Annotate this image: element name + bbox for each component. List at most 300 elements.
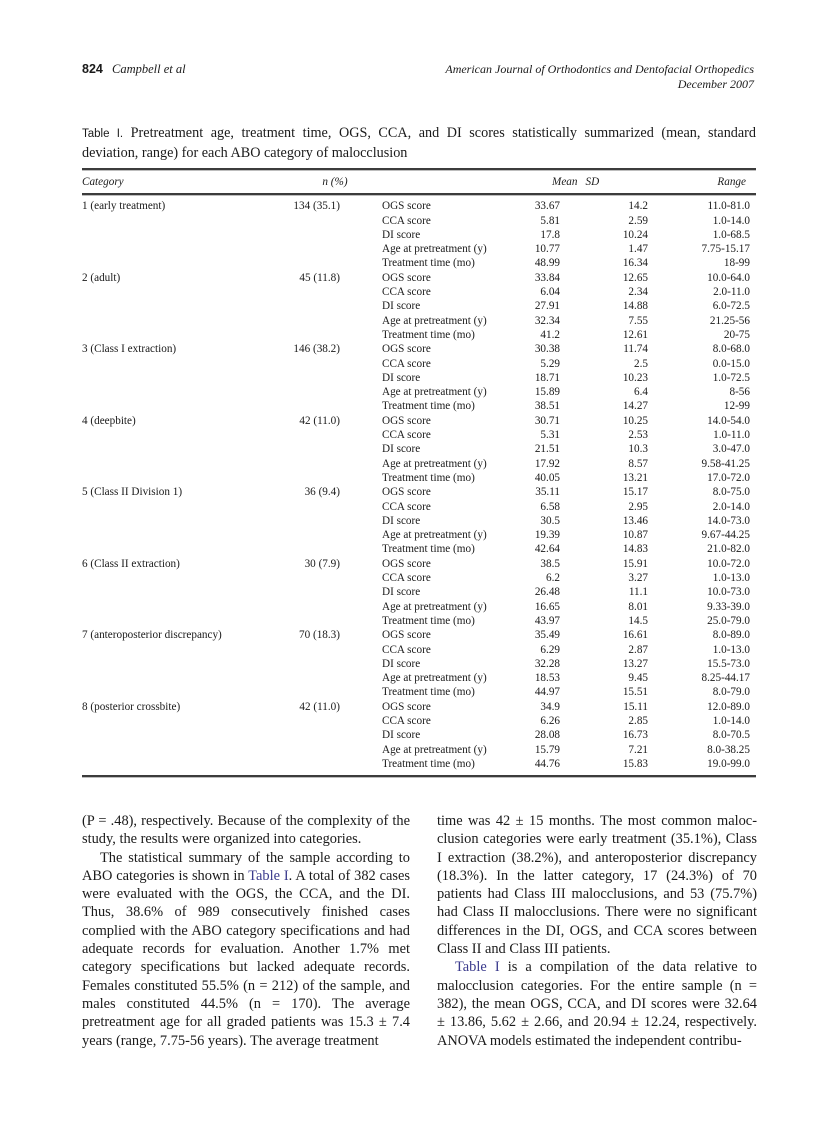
range-cell: 8.0-38.25: [707, 743, 750, 756]
range-cell: 8.0-68.0: [712, 343, 750, 356]
table-row: [82, 342, 756, 356]
mean-cell: 6.58: [540, 500, 560, 513]
mean-cell: 17.92: [534, 457, 560, 470]
variable-cell: OGS score: [382, 557, 431, 570]
mean-cell: 34.9: [540, 700, 560, 713]
range-cell: 1.0-14.0: [712, 214, 750, 227]
table-row: [82, 457, 756, 471]
variable-cell: CCA score: [382, 286, 431, 299]
table-row: [82, 600, 756, 614]
variable-cell: Treatment time (mo): [382, 614, 475, 627]
category-cell: 8 (posterior crossbite): [82, 700, 181, 713]
range-cell: 10.0-72.0: [707, 557, 750, 570]
sd-cell: 8.01: [628, 600, 648, 613]
paragraph: [82, 849, 410, 1050]
n-cell: 134 (35.1): [293, 200, 340, 213]
category-cell: [82, 757, 288, 771]
sd-cell: 2.95: [628, 500, 648, 513]
mean-cell: 26.48: [534, 586, 560, 599]
table-row: [82, 671, 756, 685]
sd-cell: 10.24: [622, 228, 648, 241]
sd-cell: 15.17: [622, 486, 648, 499]
sd-cell: 16.73: [622, 729, 648, 742]
mean-cell: 38.5: [540, 557, 560, 570]
n-cell: [288, 328, 382, 342]
n-cell: [288, 399, 382, 413]
variable-cell: OGS score: [382, 414, 431, 427]
n-cell: [288, 728, 382, 742]
variable-cell: DI score: [382, 371, 421, 384]
category-cell: [82, 614, 288, 628]
variable-cell: DI score: [382, 586, 421, 599]
category-cell: [82, 228, 288, 242]
table-row: [82, 428, 756, 442]
category-cell: 6 (Class II extraction): [82, 557, 180, 570]
variable-cell: DI score: [382, 300, 421, 313]
table-header: [82, 171, 756, 193]
table-row: [82, 743, 756, 757]
mean-cell: 30.38: [534, 343, 560, 356]
mean-cell: 17.8: [540, 228, 560, 241]
sd-cell: 3.27: [628, 572, 648, 585]
range-cell: 1.0-72.5: [712, 371, 750, 384]
variable-cell: DI score: [382, 228, 421, 241]
sd-cell: 11.74: [623, 343, 648, 356]
table-row: [82, 714, 756, 728]
table-header-rule: [82, 193, 756, 196]
sd-cell: 14.2: [628, 200, 648, 213]
sd-cell: 6.4: [634, 386, 648, 399]
mean-cell: 6.04: [540, 286, 560, 299]
variable-cell: Treatment time (mo): [382, 328, 475, 341]
n-cell: [288, 242, 382, 256]
sd-cell: 2.53: [628, 429, 648, 442]
variable-cell: Age at pretreatment (y): [382, 672, 487, 685]
n-cell: [288, 442, 382, 456]
range-cell: 6.0-72.5: [712, 300, 750, 313]
category-cell: [82, 242, 288, 256]
table-row: [82, 314, 756, 328]
variable-cell: OGS score: [382, 343, 431, 356]
category-cell: [82, 314, 288, 328]
category-cell: [82, 357, 288, 371]
sd-cell: 12.65: [622, 271, 648, 284]
variable-cell: Treatment time (mo): [382, 686, 475, 699]
table-row: [82, 500, 756, 514]
sd-cell: 13.27: [622, 657, 648, 670]
mean-cell: 15.79: [534, 743, 560, 756]
variable-cell: Age at pretreatment (y): [382, 529, 487, 542]
category-cell: [82, 214, 288, 228]
n-cell: 30 (7.9): [304, 557, 340, 570]
range-cell: 15.5-73.0: [707, 657, 750, 670]
sd-cell: 2.34: [628, 286, 648, 299]
category-cell: [82, 500, 288, 514]
table-reference-link[interactable]: Table I: [248, 867, 289, 884]
table-row: [82, 528, 756, 542]
mean-cell: 5.81: [540, 214, 560, 227]
category-cell: [82, 299, 288, 313]
paragraph: time was 42 ± 15 months. The most common malocclusion categories were early treatment (35.1%), Class I extraction (38.2%), and anteroposterior discrepancy (18.3%). In the latter category, 17 (24.3%) of 70 patients had Class III malocclusions, and 53 (75.7%) had Class II malocclusions. There were no significant differences in the DI, OGS, and CCA scores between Class II and Class III patients.: [437, 813, 757, 958]
category-cell: [82, 600, 288, 614]
range-cell: 7.75-15.17: [701, 243, 750, 256]
sd-cell: 8.57: [628, 457, 648, 470]
mean-cell: 41.2: [540, 328, 560, 341]
variable-cell: Treatment time (mo): [382, 400, 475, 413]
range-cell: 20-75: [723, 328, 750, 341]
category-cell: 5 (Class II Division 1): [82, 486, 183, 499]
variable-cell: DI score: [382, 443, 421, 456]
paragraph-text: is a compilation of the data relative to malocclusion categories. For the entire sample (n = 382), the mean OGS, CCA, and DI scores were 32.64 ± 13.86, 5.62 ± 2.66, and 20.94 ± 12.24, respectively. ANOVA models estimated the independent contribu-: [437, 959, 757, 1049]
mean-cell: 32.34: [534, 314, 560, 327]
range-cell: 12-99: [723, 400, 750, 413]
category-cell: [82, 714, 288, 728]
mean-cell: 44.76: [534, 757, 560, 770]
table-caption-text: Pretreatment age, treatment time, OGS, CCA, and DI scores statistically summarized (mean, standard deviation, range) for each ABO category of malocclusion: [82, 125, 757, 161]
category-cell: [82, 728, 288, 742]
mean-cell: 32.28: [534, 657, 560, 670]
body-column-left: [82, 812, 410, 1050]
variable-cell: CCA score: [382, 714, 431, 727]
header-category: Category: [82, 176, 124, 188]
table-row: [82, 385, 756, 399]
header-sd: SD: [585, 176, 600, 188]
sd-cell: 11.1: [628, 586, 648, 599]
variable-cell: DI score: [382, 514, 421, 527]
range-cell: 9.33-39.0: [707, 600, 750, 613]
category-cell: [82, 385, 288, 399]
sd-cell: 13.21: [622, 471, 648, 484]
sd-cell: 12.61: [622, 328, 648, 341]
sd-cell: 14.5: [628, 614, 648, 627]
n-cell: [288, 428, 382, 442]
range-cell: 9.58-41.25: [701, 457, 750, 470]
n-cell: [288, 671, 382, 685]
category-cell: 7 (anteroposterior discrepancy): [82, 629, 222, 642]
range-cell: 10.0-73.0: [707, 586, 750, 599]
author-line: Campbell et al: [111, 62, 186, 76]
sd-cell: 10.23: [622, 371, 648, 384]
n-cell: [288, 357, 382, 371]
table-row: [82, 700, 756, 714]
sd-cell: 16.34: [622, 257, 648, 270]
sd-cell: 15.11: [623, 700, 648, 713]
variable-cell: Treatment time (mo): [382, 757, 475, 770]
category-cell: [82, 542, 288, 556]
sd-cell: 2.85: [628, 714, 648, 727]
paragraph: (P = .48), respectively. Because of the complexity of the study, the results were organized into categories.: [82, 813, 410, 848]
mean-cell: 44.97: [534, 686, 560, 699]
range-cell: 8.0-70.5: [712, 729, 750, 742]
mean-cell: 42.64: [534, 543, 560, 556]
n-cell: [288, 457, 382, 471]
table-row: [82, 328, 756, 342]
n-cell: 42 (11.0): [299, 414, 340, 427]
variable-cell: Treatment time (mo): [382, 471, 475, 484]
range-cell: 3.0-47.0: [712, 443, 750, 456]
category-cell: [82, 256, 288, 270]
sd-cell: 13.46: [622, 514, 648, 527]
category-cell: [82, 685, 288, 699]
variable-cell: DI score: [382, 657, 421, 670]
header-mean: Mean: [552, 176, 578, 188]
header-n: n (%): [322, 176, 348, 188]
variable-cell: OGS score: [382, 200, 431, 213]
table-row: [82, 271, 756, 285]
category-cell: [82, 671, 288, 685]
table-row: [82, 571, 756, 585]
variable-cell: Age at pretreatment (y): [382, 743, 487, 756]
range-cell: 8.25-44.17: [701, 672, 750, 685]
category-cell: [82, 457, 288, 471]
category-cell: [82, 743, 288, 757]
category-cell: [82, 428, 288, 442]
sd-cell: 2.5: [634, 357, 648, 370]
category-cell: 4 (deepbite): [82, 414, 136, 427]
category-cell: [82, 442, 288, 456]
mean-cell: 15.89: [534, 386, 560, 399]
variable-cell: CCA score: [382, 500, 431, 513]
mean-cell: 35.11: [535, 486, 560, 499]
variable-cell: CCA score: [382, 357, 431, 370]
table-row: [82, 685, 756, 699]
range-cell: 25.0-79.0: [707, 614, 750, 627]
variable-cell: OGS score: [382, 700, 431, 713]
table-row: [82, 485, 756, 499]
n-cell: 146 (38.2): [293, 343, 340, 356]
table-row: [82, 442, 756, 456]
n-cell: [288, 214, 382, 228]
n-cell: [288, 371, 382, 385]
sd-cell: 15.83: [622, 757, 648, 770]
range-cell: 8.0-79.0: [712, 686, 750, 699]
category-cell: [82, 371, 288, 385]
n-cell: [288, 585, 382, 599]
n-cell: [288, 614, 382, 628]
journal-title: American Journal of Orthodontics and Dentofacial Orthopedics: [445, 62, 754, 76]
running-head-right: [445, 62, 754, 92]
sd-cell: 15.91: [622, 557, 648, 570]
sd-cell: 14.83: [622, 543, 648, 556]
issue-date: December 2007: [677, 77, 754, 91]
n-cell: [288, 514, 382, 528]
n-cell: [288, 314, 382, 328]
range-cell: 1.0-11.0: [713, 429, 750, 442]
n-cell: 36 (9.4): [304, 486, 340, 499]
variable-cell: Age at pretreatment (y): [382, 457, 487, 470]
category-cell: [82, 285, 288, 299]
table-row: [82, 214, 756, 228]
category-cell: 1 (early treatment): [82, 200, 166, 213]
mean-cell: 33.67: [534, 200, 560, 213]
n-cell: [288, 285, 382, 299]
range-cell: 8.0-89.0: [712, 629, 750, 642]
range-cell: 1.0-68.5: [712, 228, 750, 241]
category-cell: 2 (adult): [82, 271, 121, 284]
mean-cell: 18.71: [534, 371, 560, 384]
sd-cell: 2.59: [628, 214, 648, 227]
table-row: [82, 514, 756, 528]
sd-cell: 16.61: [622, 629, 648, 642]
table-row: [82, 643, 756, 657]
n-cell: 45 (11.8): [299, 271, 340, 284]
n-cell: [288, 542, 382, 556]
table-row: [82, 557, 756, 571]
running-head-left: [82, 62, 186, 77]
variable-cell: DI score: [382, 729, 421, 742]
table-row: [82, 285, 756, 299]
sd-cell: 15.51: [622, 686, 648, 699]
range-cell: 21.0-82.0: [707, 543, 750, 556]
table-row: [82, 614, 756, 628]
range-cell: 10.0-64.0: [707, 271, 750, 284]
n-cell: 42 (11.0): [299, 700, 340, 713]
table-row: [82, 628, 756, 642]
table-row: [82, 399, 756, 413]
variable-cell: CCA score: [382, 572, 431, 585]
n-cell: [288, 299, 382, 313]
range-cell: 0.0-15.0: [712, 357, 750, 370]
variable-cell: OGS score: [382, 486, 431, 499]
variable-cell: Age at pretreatment (y): [382, 314, 487, 327]
variable-cell: CCA score: [382, 643, 431, 656]
table-row: [82, 228, 756, 242]
range-cell: 2.0-14.0: [712, 500, 750, 513]
table-row: [82, 371, 756, 385]
n-cell: [288, 571, 382, 585]
n-cell: [288, 643, 382, 657]
mean-cell: 19.39: [534, 529, 560, 542]
category-cell: [82, 657, 288, 671]
range-cell: 1.0-14.0: [712, 714, 750, 727]
range-cell: 17.0-72.0: [707, 471, 750, 484]
variable-cell: Age at pretreatment (y): [382, 600, 487, 613]
range-cell: 8-56: [729, 386, 750, 399]
sd-cell: 2.87: [628, 643, 648, 656]
table-bottom-rule: [82, 775, 756, 778]
table-row: [82, 542, 756, 556]
category-cell: [82, 328, 288, 342]
n-cell: [288, 743, 382, 757]
variable-cell: OGS score: [382, 629, 431, 642]
range-cell: 1.0-13.0: [712, 572, 750, 585]
table-row: [82, 242, 756, 256]
variable-cell: Age at pretreatment (y): [382, 243, 487, 256]
n-cell: [288, 256, 382, 270]
table-body: [82, 199, 756, 771]
sd-cell: 10.87: [622, 529, 648, 542]
paragraph-text: The statistical summary of the sample according to ABO categories is shown in: [82, 849, 410, 884]
sd-cell: 1.47: [628, 243, 648, 256]
n-cell: [288, 471, 382, 485]
variable-cell: OGS score: [382, 271, 431, 284]
mean-cell: 30.71: [534, 414, 560, 427]
paragraph-text: . A total of 382 cases were evaluated with the OGS, the CCA, and the DI. Thus, 38.6% of 989 consecutively finished cases complied with the ABO category specifications and had adequate records for evaluation. Another 1.7% met category specifications but lacked adequate records. Females constituted 55.5% (n = 212) of the sample, and males constituted 44.5% (n = 170). The average pretreatment age for all graded patients was 15.3 ± 7.4 years (range, 7.75-56 years). The average treatment: [82, 867, 410, 1049]
n-cell: [288, 528, 382, 542]
table-1: [82, 124, 756, 778]
category-cell: 3 (Class I extraction): [82, 343, 177, 356]
n-cell: [288, 385, 382, 399]
range-cell: 12.0-89.0: [707, 700, 750, 713]
n-cell: 70 (18.3): [298, 629, 340, 642]
range-cell: 8.0-75.0: [712, 486, 750, 499]
n-cell: [288, 685, 382, 699]
table-reference-link[interactable]: Table I: [455, 959, 500, 976]
category-cell: [82, 528, 288, 542]
mean-cell: 5.31: [540, 429, 560, 442]
mean-cell: 33.84: [534, 271, 560, 284]
table-row: [82, 757, 756, 771]
range-cell: 18-99: [723, 257, 750, 270]
category-cell: [82, 585, 288, 599]
range-cell: 2.0-11.0: [713, 286, 750, 299]
mean-cell: 10.77: [534, 243, 560, 256]
mean-cell: 30.5: [540, 514, 560, 527]
table-row: [82, 199, 756, 213]
category-cell: [82, 514, 288, 528]
n-cell: [288, 657, 382, 671]
range-cell: 21.25-56: [709, 314, 750, 327]
mean-cell: 5.29: [540, 357, 560, 370]
mean-cell: 38.51: [534, 400, 560, 413]
table-row: [82, 728, 756, 742]
paragraph: [437, 958, 757, 1049]
variable-cell: CCA score: [382, 214, 431, 227]
table-row: [82, 256, 756, 270]
mean-cell: 48.99: [534, 257, 560, 270]
sd-cell: 10.25: [622, 414, 648, 427]
sd-cell: 9.45: [628, 672, 648, 685]
n-cell: [288, 500, 382, 514]
range-cell: 1.0-13.0: [712, 643, 750, 656]
mean-cell: 40.05: [534, 471, 560, 484]
range-cell: 14.0-73.0: [707, 514, 750, 527]
range-cell: 14.0-54.0: [707, 414, 750, 427]
sd-cell: 10.3: [628, 443, 648, 456]
table-row: [82, 471, 756, 485]
category-cell: [82, 571, 288, 585]
table-caption: [82, 124, 756, 163]
variable-cell: Age at pretreatment (y): [382, 386, 487, 399]
sd-cell: 7.21: [628, 743, 648, 756]
table-row: [82, 585, 756, 599]
sd-cell: 14.88: [622, 300, 648, 313]
table-row: [82, 357, 756, 371]
variable-cell: CCA score: [382, 429, 431, 442]
range-cell: 19.0-99.0: [707, 757, 750, 770]
header-variable: [382, 171, 506, 193]
variable-cell: Treatment time (mo): [382, 543, 475, 556]
mean-cell: 6.26: [540, 714, 560, 727]
mean-cell: 18.53: [534, 672, 560, 685]
n-cell: [288, 757, 382, 771]
mean-cell: 27.91: [534, 300, 560, 313]
sd-cell: 14.27: [622, 400, 648, 413]
table-label: Table I.: [82, 128, 124, 140]
n-cell: [288, 600, 382, 614]
mean-cell: 16.65: [534, 600, 560, 613]
n-cell: [288, 228, 382, 242]
table-row: [82, 657, 756, 671]
table-row: [82, 414, 756, 428]
mean-cell: 6.2: [546, 572, 560, 585]
table-row: [82, 299, 756, 313]
range-cell: 9.67-44.25: [701, 529, 750, 542]
page-number: 824: [82, 62, 103, 76]
header-range: Range: [717, 176, 746, 188]
mean-cell: 6.29: [540, 643, 560, 656]
mean-cell: 43.97: [534, 614, 560, 627]
